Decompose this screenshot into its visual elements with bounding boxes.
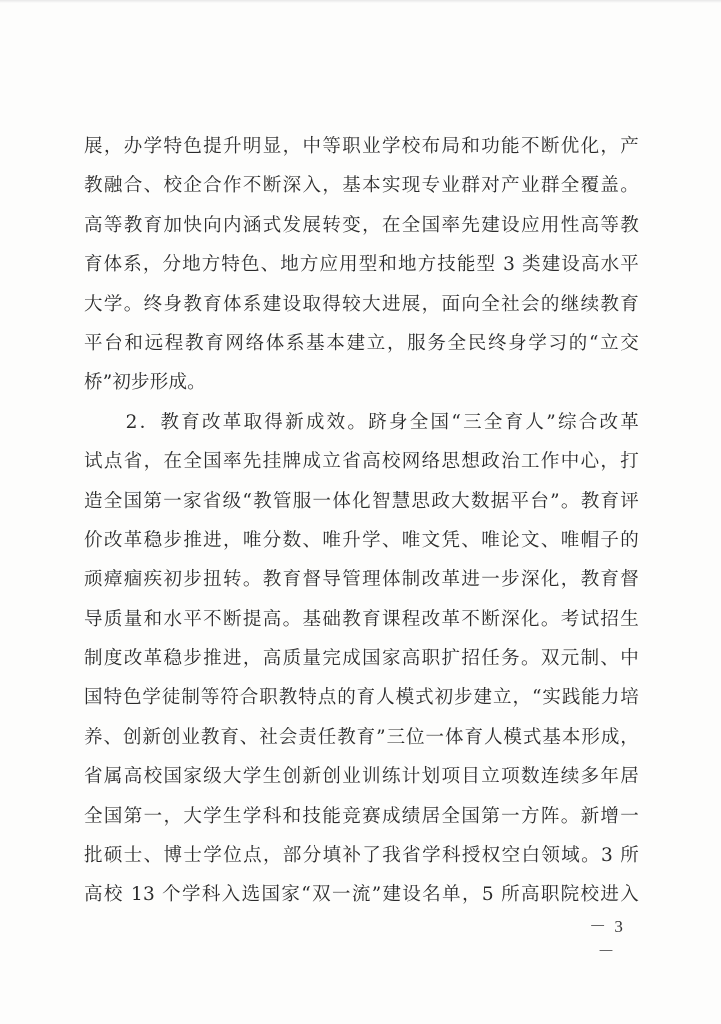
text-line: 平台和远程教育网络体系基本建立，服务全民终身学习的“立交 (84, 332, 639, 354)
text-line: 全国第一，大学生学科和技能竞赛成绩居全国第一方阵。新增一 (84, 805, 639, 827)
text-line: 制度改革稳步推进，高质量完成国家高职扩招任务。双元制、中 (84, 648, 639, 670)
paragraph-end-line: 桥”初步形成。 (84, 372, 206, 394)
text-line: 批硕士、博士学位点，部分填补了我省学科授权空白领域。3 所 (84, 845, 639, 867)
page-number: － 3 － (589, 917, 625, 961)
text-line: 育体系，分地方特色、地方应用型和地方技能型 3 类建设高水平 (84, 254, 639, 276)
text-line: 养、创新创业教育、社会责任教育”三位一体育人模式基本形成， (84, 726, 639, 748)
text-line: 国特色学徒制等符合职教特点的育人模式初步建立，“实践能力培 (84, 687, 639, 709)
text-line: 价改革稳步推进，唯分数、唯升学、唯文凭、唯论文、唯帽子的 (84, 529, 639, 551)
body-text (84, 127, 639, 915)
text-line: 高等教育加快向内涵式发展转变，在全国率先建设应用性高等教 (84, 214, 639, 236)
text-line: 导质量和水平不断提高。基础教育课程改革不断深化。考试招生 (84, 608, 639, 630)
text-line: 展，办学特色提升明显，中等职业学校布局和功能不断优化，产 (84, 136, 639, 157)
text-line: 顽瘴痼疾初步扭转。教育督导管理体制改革进一步深化，教育督 (84, 569, 639, 591)
text-line: 教融合、校企合作不断深入，基本实现专业群对产业群全覆盖。 (84, 175, 639, 197)
text-line: 省属高校国家级大学生创新创业训练计划项目立项数连续多年居 (84, 766, 639, 788)
paragraph-heading-line: 2．教育改革取得新成效。跻身全国“三全育人”综合改革 (84, 411, 639, 433)
text-line: 造全国第一家省级“教管服一体化智慧思政大数据平台”。教育评 (84, 490, 639, 512)
page-top-edge (0, 0, 721, 3)
text-line: 试点省，在全国率先挂牌成立省高校网络思想政治工作中心，打 (84, 451, 639, 473)
text-line: 大学。终身教育体系建设取得较大进展，面向全社会的继续教育 (84, 293, 639, 315)
text-line: 高校 13 个学科入选国家“双一流”建设名单，5 所高职院校进入 (84, 884, 639, 906)
